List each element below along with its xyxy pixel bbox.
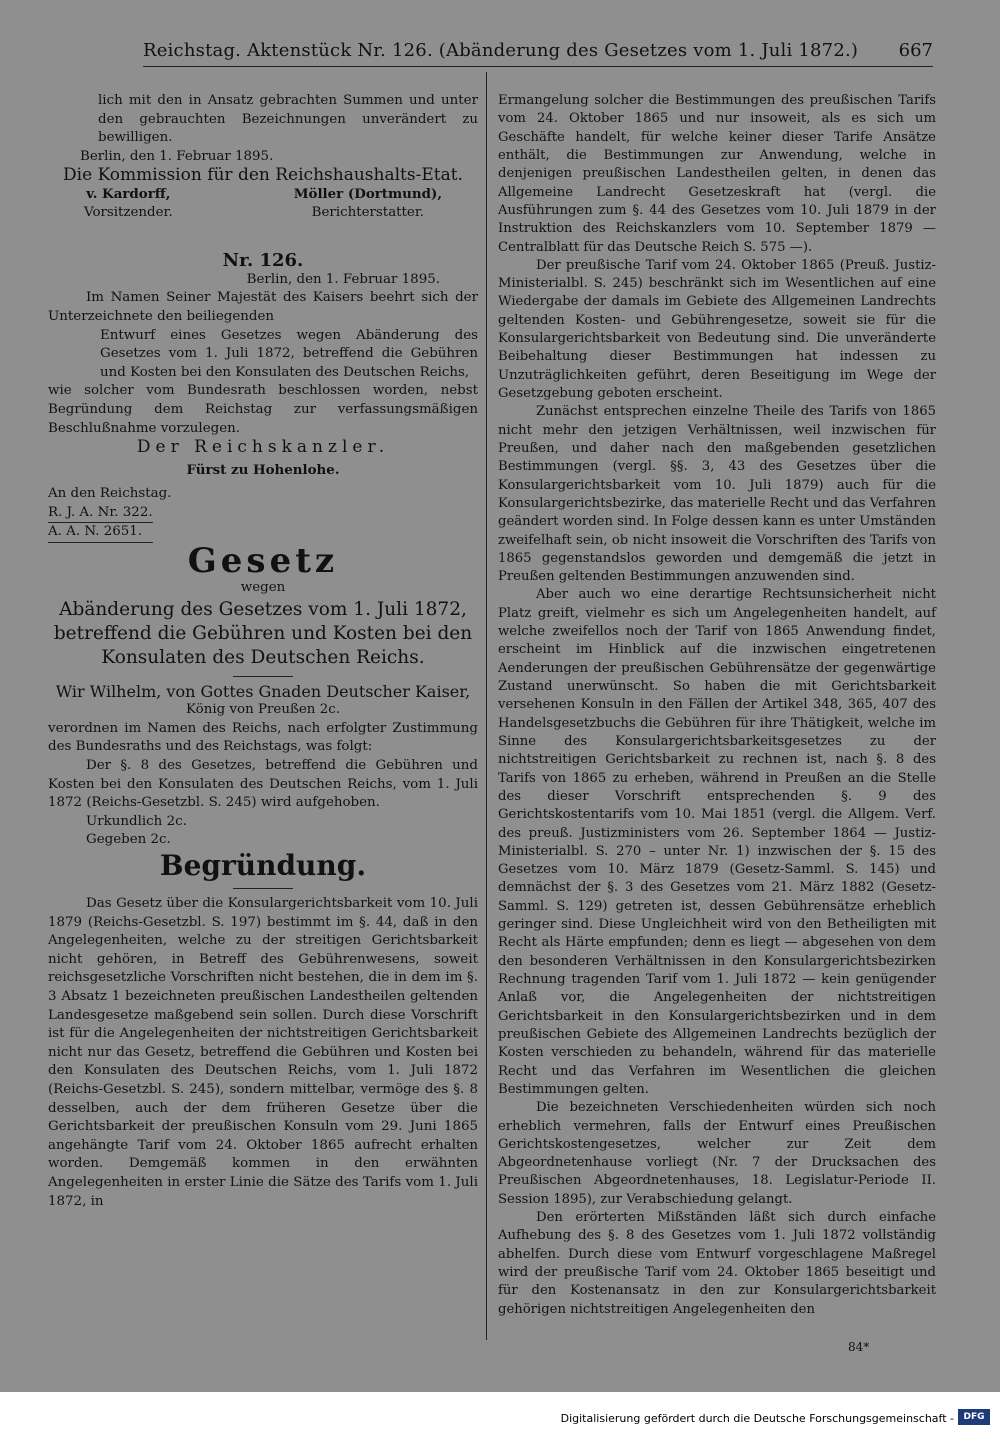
divider	[233, 888, 293, 889]
page-number: 667	[898, 40, 933, 61]
paragraph: Ermangelung solcher die Bestimmungen des preußischen Tarifs vom 24. Oktober 1865 und nur insoweit, als es sich um Geschäfte handelt, für welche keiner dieser Tarife Ansätze enthält, die Bestimmungen zur Anwendung, welche in denjenigen preußischen Landestheilen gelten, in denen das Allgemeine Landrecht Gesetzeskraft hat (vergl. die Ausführungen zum §. 44 des Gesetzes vom 10. Juli 1879 in der Instruktion des Reichskanzlers vom 10. September 1879 — Centralblatt für das Deutsche Reich S. 575 —).	[498, 93, 936, 255]
law-subheading: wegen	[240, 580, 286, 596]
commission-heading: Die Kommission für den Reichshaushalts-Etat.	[63, 165, 463, 186]
paragraph: Entwurf eines Gesetzes wegen Abänderung des Gesetzes vom 1. Juli 1872, betreffend die Gebühren und Kosten bei den Konsulaten des Deutschen Reichs,	[100, 327, 478, 380]
signer-role: Berichterstatter.	[311, 204, 425, 220]
document-number: Nr. 126.	[222, 250, 304, 272]
date-line: Berlin, den 1. Februar 1895.	[246, 271, 440, 287]
closing-line: Gegeben 2c.	[86, 832, 171, 848]
paragraph: lich mit den in Ansatz gebrachten Summen und unter den gebrauchten Bezeichnungen unverändert zu bewilligen.	[98, 93, 478, 146]
section-heading: Begründung.	[159, 849, 367, 882]
chancellor-name: Fürst zu Hohenlohe.	[186, 461, 340, 478]
paragraph: Die bezeichneten Verschiedenheiten würden sich noch erheblich vermehren, falls der Entwurf eines Preußischen Gerichtskostengesetzes, welcher zur Zeit dem Abgeordnetenhause vorliegt (Nr. 7 der Drucksachen des Preußischen Abgeordnetenhauses, 18. Legislatur-Periode II. Session 1895), zur Verabschiedung gelangt.	[498, 1100, 936, 1207]
paragraph: Der preußische Tarif vom 24. Oktober 1865 (Preuß. Justiz-Ministerialbl. S. 245) beschränkt sich im Wesentlichen auf eine Wiedergabe der damals im Gebiete des Allgemeinen Landrechts geltenden Kosten- und Gebührengesetze, soweit sie für die Konsulargerichtsbarkeit von Bedeutung sind. Die unveränderte Beibehaltung dieser Bestimmungen hat indessen zu Unzuträglichkeiten geführt, deren Beseitigung im Wege der Gesetzgebung geboten erscheint.	[498, 257, 936, 401]
chancellor-heading: Der Reichskanzler.	[136, 437, 390, 458]
column-separator	[486, 72, 487, 1340]
law-heading: Gesetz	[187, 541, 339, 582]
signer-name: v. Kardorff,	[86, 185, 171, 202]
address-line: An den Reichstag.	[48, 486, 172, 502]
signature-row	[48, 185, 478, 222]
dfg-credit: Digitalisierung gefördert durch die Deutsche Forschungsgemeinschaft -	[560, 1412, 954, 1425]
dfg-logo-icon: DFG	[958, 1409, 990, 1425]
paragraph: Der §. 8 des Gesetzes, betreffend die Gebühren und Kosten bei den Konsulaten des Deutschen Reichs, vom 1. Juli 1872 (Reichs-Gesetzbl. S. 245) wird aufgehoben.	[48, 758, 478, 811]
paragraph: verordnen im Namen des Reichs, nach erfolgter Zustimmung des Bundesraths und des Reichstags, was folgt:	[48, 720, 478, 755]
preamble: König von Preußen 2c.	[186, 702, 340, 718]
divider	[233, 676, 293, 677]
signature-rapporteur	[294, 185, 442, 222]
date-line: Berlin, den 1. Februar 1895.	[80, 148, 274, 164]
paragraph: Den erörterten Mißständen läßt sich durch einfache Aufhebung des §. 8 des Gesetzes vom 1. Juli 1872 vollständig abhelfen. Durch diese vom Entwurf vorgeschlagene Maßregel wird der preußische Tarif vom 24. Oktober 1865 beseitigt und für den Kostenansatz in den zur Konsulargerichtsbarkeit gehörigen nichtstreitigen Angelegenheiten den	[498, 1210, 936, 1317]
reference-number: A. A. N. 2651.	[48, 523, 153, 543]
right-column	[498, 92, 936, 1319]
left-column	[48, 92, 478, 1211]
paragraph: Im Namen Seiner Majestät des Kaisers beehrt sich der Unterzeichnete den beiliegenden	[48, 290, 478, 324]
header-rule	[143, 66, 933, 67]
reference-number: R. J. A. Nr. 322.	[48, 504, 153, 524]
signature-chair	[84, 185, 173, 222]
paragraph: Zunächst entsprechen einzelne Theile des Tarifs von 1865 nicht mehr den jetzigen Verhältnissen, weil inzwischen für Preußen, und daher nach den maßgebenden gesetzlichen Bestimmungen (vergl. §§. 3, 43 des Gesetzes über die Konsulargerichtsbarkeit vom 10. Juli 1879) auch für die Konsulargerichtsbezirke, das materielle Recht und das Verfahren geändert worden sind. In Folge dessen kann es unter Umständen zweifelhaft sein, ob nicht insoweit die Vorschriften des Tarifs von 1865 gegenstandslos geworden und demgemäß die jetzt in Preußen geltenden Bestimmungen anzuwenden sind.	[498, 404, 936, 585]
preamble: Wir Wilhelm, von Gottes Gnaden Deutscher Kaiser,	[55, 681, 471, 701]
closing-line: Urkundlich 2c.	[86, 813, 187, 829]
paragraph: Aber auch wo eine derartige Rechtsunsicherheit nicht Platz greift, vielmehr es sich um Angelegenheiten handelt, auf welche zweifellos noch der Tarif von 1865 Anwendung findet, erscheint im Hinblick auf die inzwischen eingetretenen Aenderungen der preußischen Gebührensätze der gegenwärtige Zustand unerwünscht. So haben die mit Gerichtsbarkeit versehenen Konsuln in den Fällen der Artikel 348, 365, 407 des Handelsgesetzbuchs die Gebühren für ihre Thätigkeit, welche im Sinne des Konsulargerichtsbarkeitsgesetzes zu der nichtstreitigen Gerichtsbarkeit zu rechnen ist, nach §. 8 des Tarifs von 1865 zu erheben, während in Preußen an die Stelle des dieser Vorschrift entsprechenden §. 9 des Gerichtskostentarifs vom 10. Mai 1851 (vergl. die Allgem. Verf. des preuß. Justizministers vom 26. September 1864 — Justiz-Ministerialbl. S. 270 – unter Nr. 1) inzwischen der §. 15 des Gesetzes vom 10. März 1879 (Gesetz-Samml. S. 145) und demnächst der §. 3 des Gesetzes vom 21. März 1882 (Gesetz-Samml. S. 129) getreten ist, dessen Gebührensätze erheblich geringer sind. Diese Ungleichheit wird von den Betheiligten mit Recht als Härte empfunden; denn es liegt — abgesehen von dem den besonderen Verhältnissen in den Konsulargerichtsbezirken Rechnung tragenden Tarif vom 1. Juli 1872 — kein genügender Anlaß vor, die Angelegenheiten der nichtstreitigen Gerichtsbarkeit in den Konsulargerichtsbezirken und in dem preußischen Gebiete des Allgemeinen Landrechts bezüglich der Kosten verschieden zu behandeln, während für das materielle Recht und das Verfahren im Wesentlichen die gleichen Bestimmungen gelten.	[498, 587, 936, 1097]
signer-role: Vorsitzender.	[84, 204, 173, 220]
page-header	[143, 38, 933, 68]
signature-mark: 84*	[848, 1340, 870, 1354]
running-title: Reichstag. Aktenstück Nr. 126. (Abänderung des Gesetzes vom 1. Juli 1872.)	[143, 40, 859, 61]
footer-bar	[0, 1392, 1000, 1432]
law-title: Abänderung des Gesetzes vom 1. Juli 1872, betreffend die Gebühren und Kosten bei den Konsulaten des Deutschen Reichs.	[53, 598, 473, 668]
paragraph: wie solcher vom Bundesrath beschlossen worden, nebst Begründung dem Reichstag zur verfassungsmäßigen Beschlußnahme vorzulegen.	[48, 383, 478, 436]
signer-name: Möller (Dortmund),	[293, 185, 442, 202]
paragraph: Das Gesetz über die Konsulargerichtsbarkeit vom 10. Juli 1879 (Reichs-Gesetzbl. S. 197) bestimmt im §. 44, daß in den Angelegenheiten, welche zu der streitigen Gerichtsbarkeit nicht gehören, in Betreff des Gebührenwesens, soweit reichsgesetzliche Vorschriften nicht bestehen, die in dem im §. 3 Absatz 1 bezeichneten preußischen Landestheilen geltenden Landesgesetze maßgebend sein sollen. Durch diese Vorschrift ist für die Angelegenheiten der nichtstreitigen Gerichtsbarkeit nicht nur das Gesetz, betreffend die Gebühren und Kosten bei den Konsulaten des Deutschen Reichs, vom 1. Juli 1872 (Reichs-Gesetzbl. S. 245), sondern mittelbar, vermöge des §. 8 desselben, auch der dem früheren Gesetze über die Gerichtsbarkeit der preußischen Konsuln vom 29. Juni 1865 angehängte Tarif vom 24. Oktober 1865 aufrecht erhalten worden. Demgemäß kommen in den erwähnten Angelegenheiten in erster Linie die Sätze des Tarifs vom 1. Juli 1872, in	[48, 896, 478, 1209]
